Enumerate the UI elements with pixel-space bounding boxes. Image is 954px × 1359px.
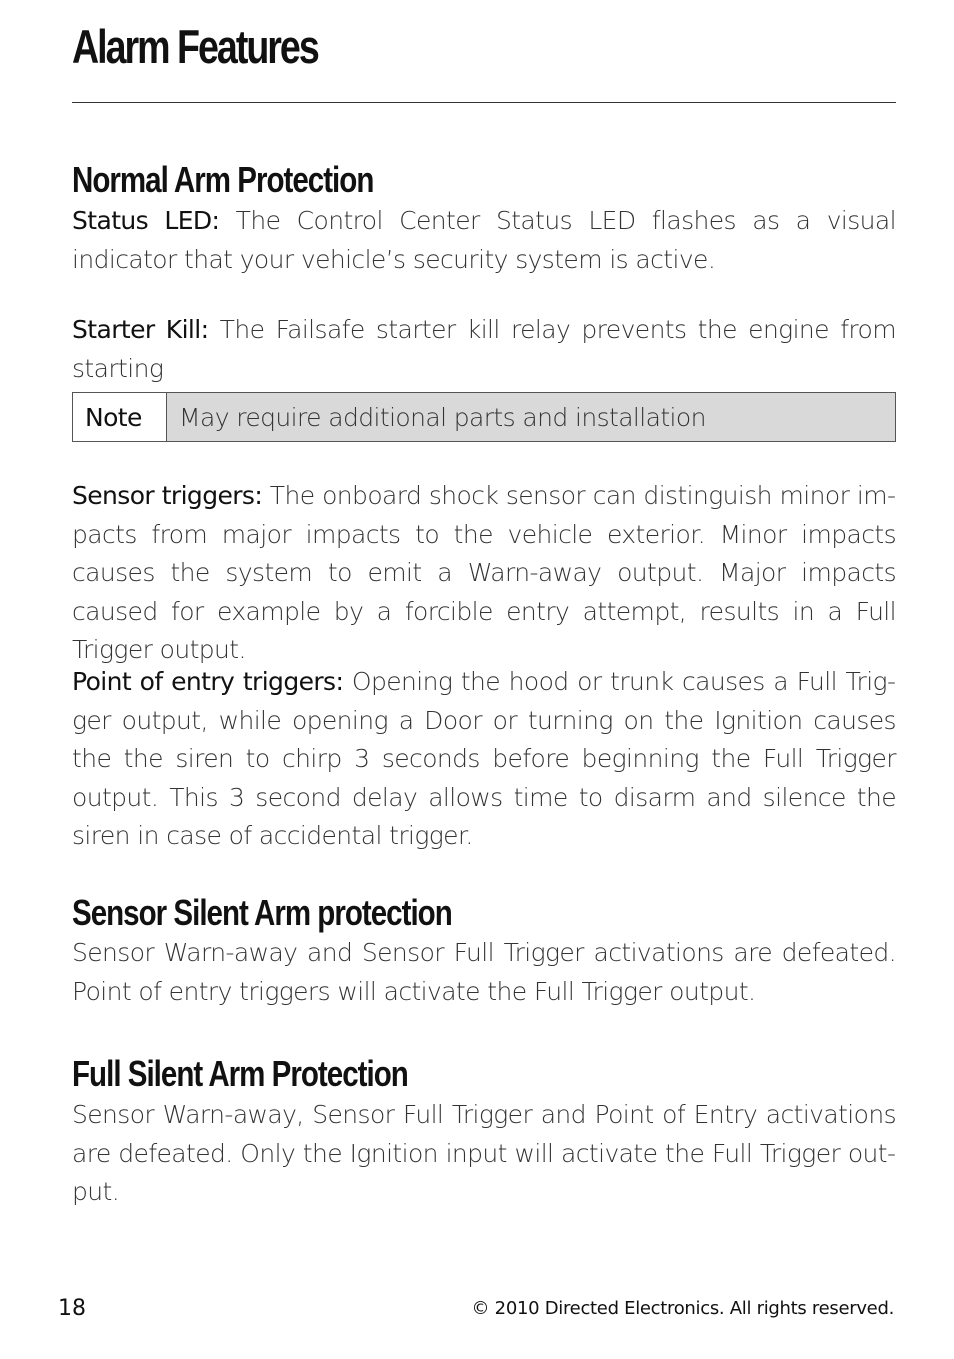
paragraph-status-led xyxy=(72,202,896,279)
point-of-entry-text: Opening the hood or trunk causes a Full Trigger output, while opening a Door or turning on the Ignition causes the the siren to chirp 3 seconds before beginning the Full Trigger output. This 3 second delay allows time to disarm and silence the siren in case of accidental trigger. xyxy=(72,667,896,850)
point-of-entry-label: Point of entry triggers: xyxy=(72,667,344,696)
sensor-triggers-text: The onboard shock sensor can distinguish minor impacts from major impacts to the vehicle exterior. Minor impacts causes the system to emit a Warn-away output. Major impacts caused for example by a forcible entry attempt, results in a Full Trigger output. xyxy=(72,481,896,664)
note-box xyxy=(72,392,896,442)
status-led-text: The Control Center Status LED flashes as a visual indicator that your vehicle’s security system is active. xyxy=(72,206,896,274)
paragraph-point-of-entry-triggers xyxy=(72,663,896,856)
paragraph-starter-kill xyxy=(72,311,896,388)
page-title: Alarm Features xyxy=(72,19,323,74)
sensor-triggers-label: Sensor triggers: xyxy=(72,481,263,510)
heading-normal-arm-protection: Normal Arm Protection xyxy=(72,159,374,200)
page-number: 18 xyxy=(58,1296,86,1321)
paragraph-sensor-silent-arm: Sensor Warn-away and Sensor Full Trigger activations are defeated. Point of entry triggers will activate the Full Trigger output. xyxy=(72,938,896,1006)
copyright-notice: © 2010 Directed Electronics. All rights reserved. xyxy=(471,1298,894,1319)
note-label: Note xyxy=(73,393,167,441)
heading-full-silent-arm-protection: Full Silent Arm Protection xyxy=(72,1053,408,1094)
status-led-label: Status LED: xyxy=(72,206,220,235)
starter-kill-text: The Failsafe starter kill relay prevents the engine from starting xyxy=(72,315,896,383)
page-title-rule xyxy=(72,19,896,103)
heading-sensor-silent-arm-protection: Sensor Silent Arm protection xyxy=(72,892,452,933)
paragraph-full-silent-arm: Sensor Warn-away, Sensor Full Trigger and Point of Entry activations are defeated. Only the Ignition input will activate the Full Trigger output. xyxy=(72,1100,896,1206)
starter-kill-label: Starter Kill: xyxy=(72,315,209,344)
paragraph-sensor-triggers xyxy=(72,477,896,670)
note-text: May require additional parts and installation xyxy=(167,393,895,441)
